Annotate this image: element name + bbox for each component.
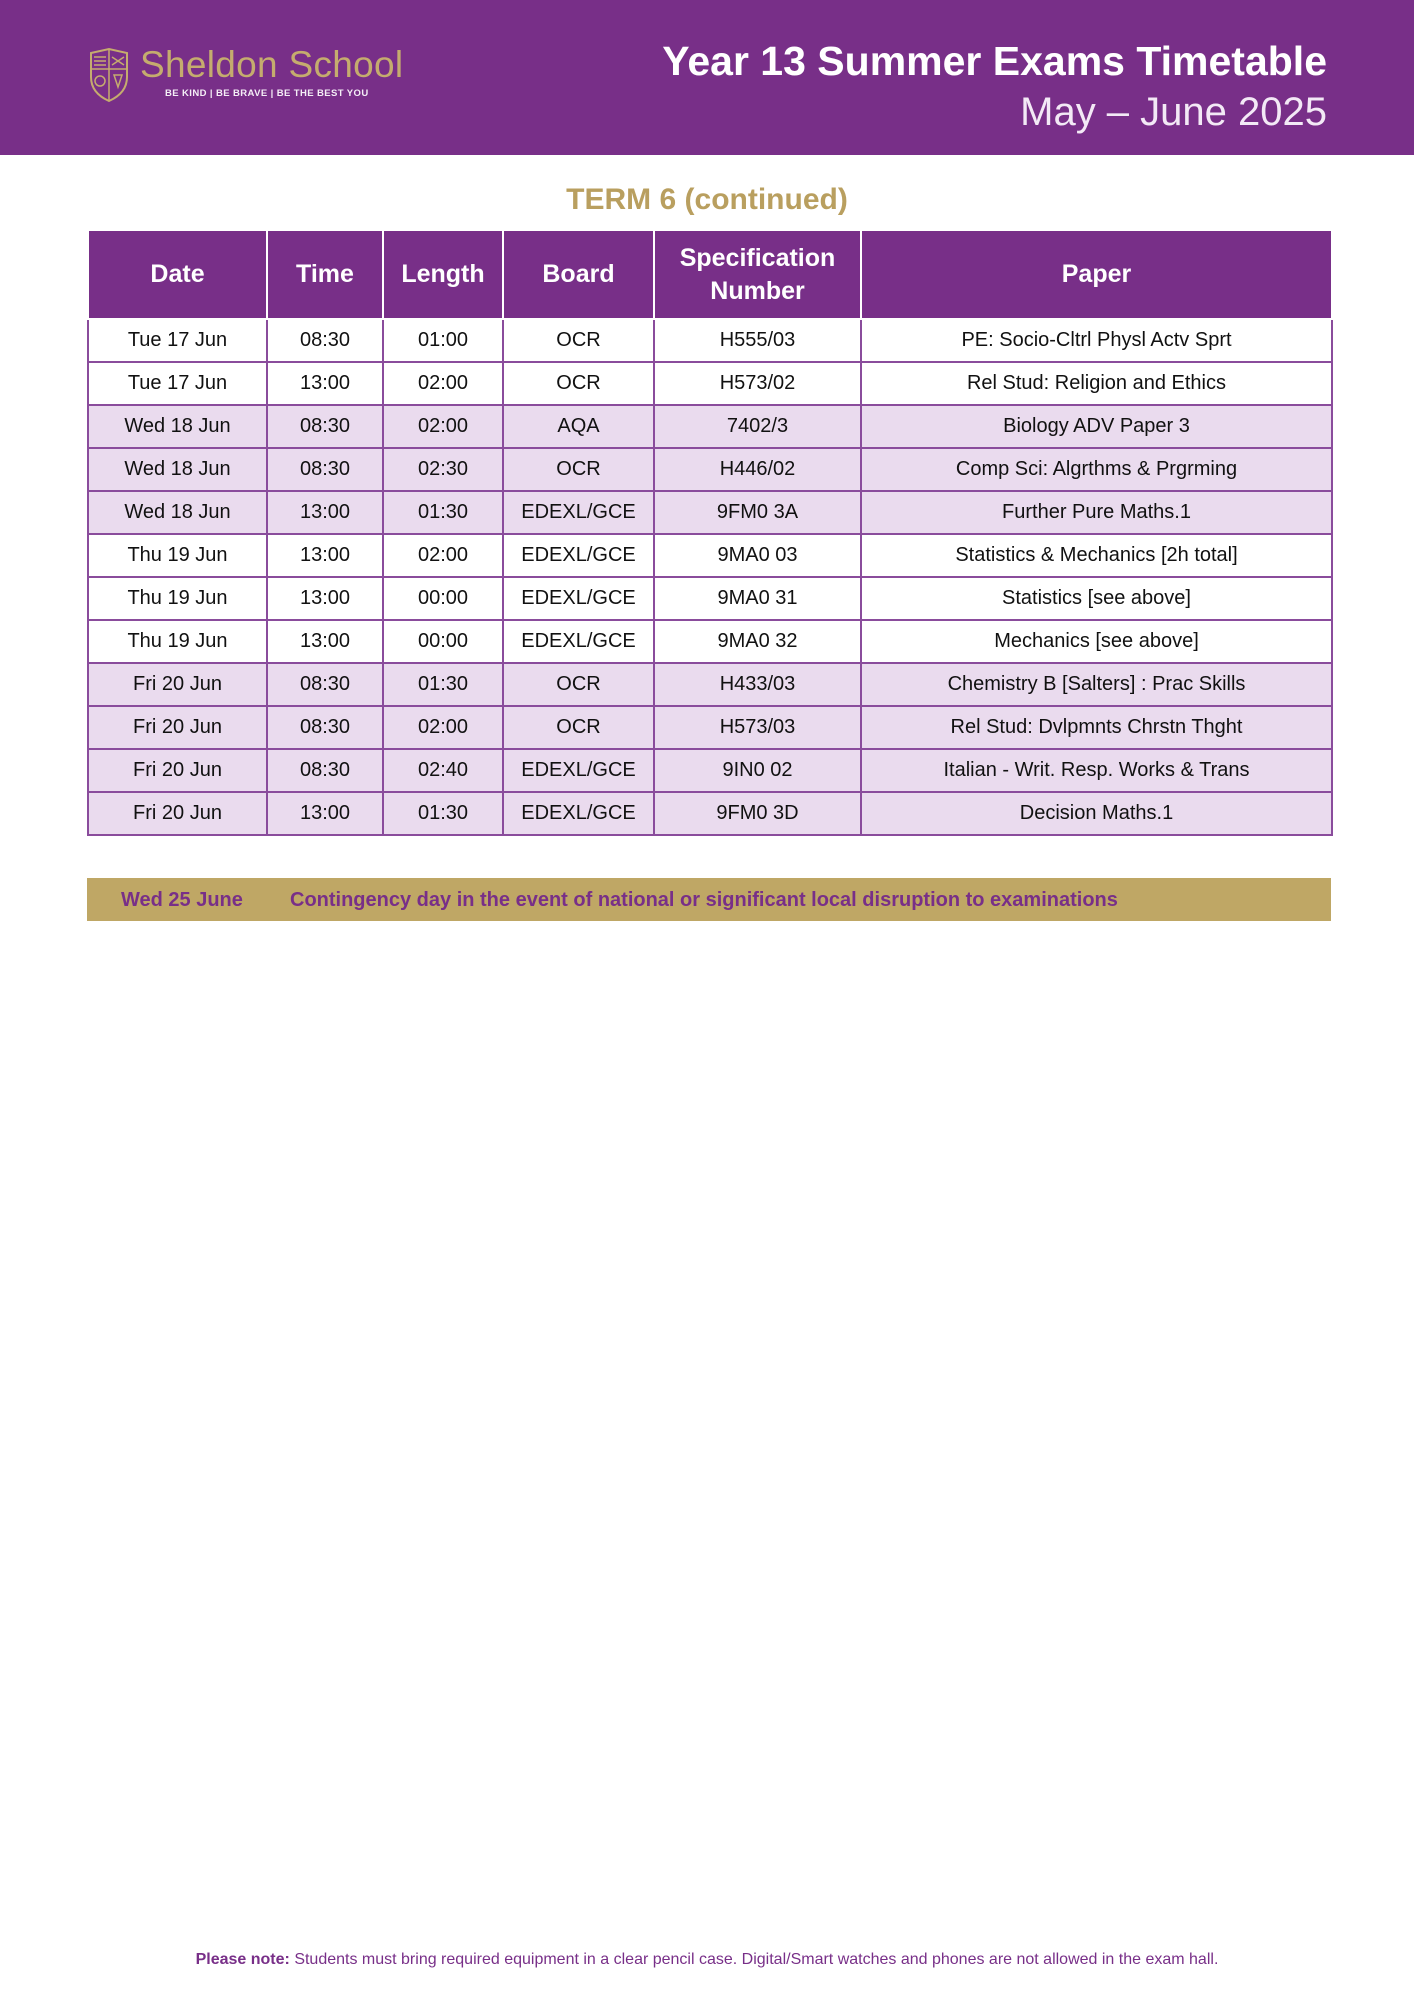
cell-spec: H433/03 [654,663,861,706]
cell-length: 00:00 [383,620,503,663]
school-logo [88,44,408,106]
cell-spec: 9FM0 3D [654,792,861,835]
table-row [88,362,1332,405]
cell-spec: H573/03 [654,706,861,749]
cell-length: 02:40 [383,749,503,792]
table-row [88,749,1332,792]
cell-date: Wed 18 Jun [88,491,267,534]
cell-spec: 9MA0 03 [654,534,861,577]
cell-date: Fri 20 Jun [88,706,267,749]
column-header-date: Date [88,230,267,319]
cell-paper: Decision Maths.1 [861,792,1332,835]
cell-time: 08:30 [267,663,383,706]
term-heading: TERM 6 (continued) [566,183,848,216]
cell-spec: 9IN0 02 [654,749,861,792]
table-row [88,491,1332,534]
cell-spec: H446/02 [654,448,861,491]
cell-date: Fri 20 Jun [88,663,267,706]
column-header-board: Board [503,230,654,319]
cell-length: 01:30 [383,491,503,534]
cell-date: Tue 17 Jun [88,362,267,405]
table-row [88,448,1332,491]
cell-time: 08:30 [267,749,383,792]
table-row [88,577,1332,620]
cell-board: OCR [503,663,654,706]
school-name: Sheldon School [140,44,404,85]
cell-spec: 9FM0 3A [654,491,861,534]
cell-board: EDEXL/GCE [503,491,654,534]
column-header-time: Time [267,230,383,319]
cell-spec: 7402/3 [654,405,861,448]
cell-length: 02:00 [383,534,503,577]
cell-paper: Statistics [see above] [861,577,1332,620]
cell-board: OCR [503,706,654,749]
cell-board: OCR [503,319,654,362]
table-row [88,620,1332,663]
column-header-length: Length [383,230,503,319]
cell-length: 02:00 [383,405,503,448]
cell-board: OCR [503,362,654,405]
cell-paper: Comp Sci: Algrthms & Prgrming [861,448,1332,491]
cell-date: Wed 18 Jun [88,405,267,448]
cell-spec: H573/02 [654,362,861,405]
table-row [88,534,1332,577]
cell-board: EDEXL/GCE [503,534,654,577]
cell-time: 13:00 [267,491,383,534]
cell-paper: Further Pure Maths.1 [861,491,1332,534]
cell-time: 13:00 [267,534,383,577]
cell-spec: 9MA0 32 [654,620,861,663]
column-header-specification-number: Specification Number [654,230,861,319]
table-row [88,405,1332,448]
school-tagline: BE KIND | BE BRAVE | BE THE BEST YOU [165,88,369,99]
cell-board: EDEXL/GCE [503,792,654,835]
page-subtitle: May – June 2025 [1020,90,1327,134]
footer-note-label: Please note: [195,1951,290,1968]
cell-date: Tue 17 Jun [88,319,267,362]
footer-note [0,1951,1414,1969]
cell-paper: Biology ADV Paper 3 [861,405,1332,448]
cell-board: EDEXL/GCE [503,620,654,663]
cell-date: Fri 20 Jun [88,792,267,835]
cell-board: EDEXL/GCE [503,577,654,620]
cell-spec: H555/03 [654,319,861,362]
cell-paper: Mechanics [see above] [861,620,1332,663]
cell-paper: Chemistry B [Salters] : Prac Skills [861,663,1332,706]
cell-time: 08:30 [267,706,383,749]
column-header-paper: Paper [861,230,1332,319]
cell-length: 01:00 [383,319,503,362]
cell-time: 13:00 [267,362,383,405]
contingency-date: Wed 25 June [121,889,243,911]
cell-time: 13:00 [267,577,383,620]
cell-board: AQA [503,405,654,448]
page-header [0,0,1414,155]
cell-date: Fri 20 Jun [88,749,267,792]
cell-paper: Statistics & Mechanics [2h total] [861,534,1332,577]
cell-time: 08:30 [267,405,383,448]
exam-timetable [87,229,1333,836]
cell-date: Thu 19 Jun [88,534,267,577]
cell-length: 02:00 [383,362,503,405]
cell-time: 13:00 [267,792,383,835]
cell-paper: Italian - Writ. Resp. Works & Trans [861,749,1332,792]
school-crest-icon [88,47,130,103]
cell-length: 02:00 [383,706,503,749]
cell-length: 00:00 [383,577,503,620]
cell-length: 01:30 [383,792,503,835]
cell-date: Wed 18 Jun [88,448,267,491]
cell-time: 08:30 [267,448,383,491]
page-title: Year 13 Summer Exams Timetable [662,38,1327,84]
cell-length: 01:30 [383,663,503,706]
cell-board: OCR [503,448,654,491]
cell-date: Thu 19 Jun [88,577,267,620]
table-row [88,792,1332,835]
table-header-row [88,230,1332,319]
cell-spec: 9MA0 31 [654,577,861,620]
cell-paper: PE: Socio-Cltrl Physl Actv Sprt [861,319,1332,362]
cell-paper: Rel Stud: Dvlpmnts Chrstn Thght [861,706,1332,749]
contingency-banner [87,878,1331,921]
cell-time: 13:00 [267,620,383,663]
footer-note-text: Students must bring required equipment in a clear pencil case. Digital/Smart watches and phones are not allowed in the exam hall. [294,1951,1219,1968]
cell-length: 02:30 [383,448,503,491]
cell-paper: Rel Stud: Religion and Ethics [861,362,1332,405]
cell-board: EDEXL/GCE [503,749,654,792]
cell-date: Thu 19 Jun [88,620,267,663]
table-row [88,663,1332,706]
table-row [88,706,1332,749]
table-row [88,319,1332,362]
contingency-text: Contingency day in the event of national or significant local disruption to examinations [290,889,1118,911]
cell-time: 08:30 [267,319,383,362]
